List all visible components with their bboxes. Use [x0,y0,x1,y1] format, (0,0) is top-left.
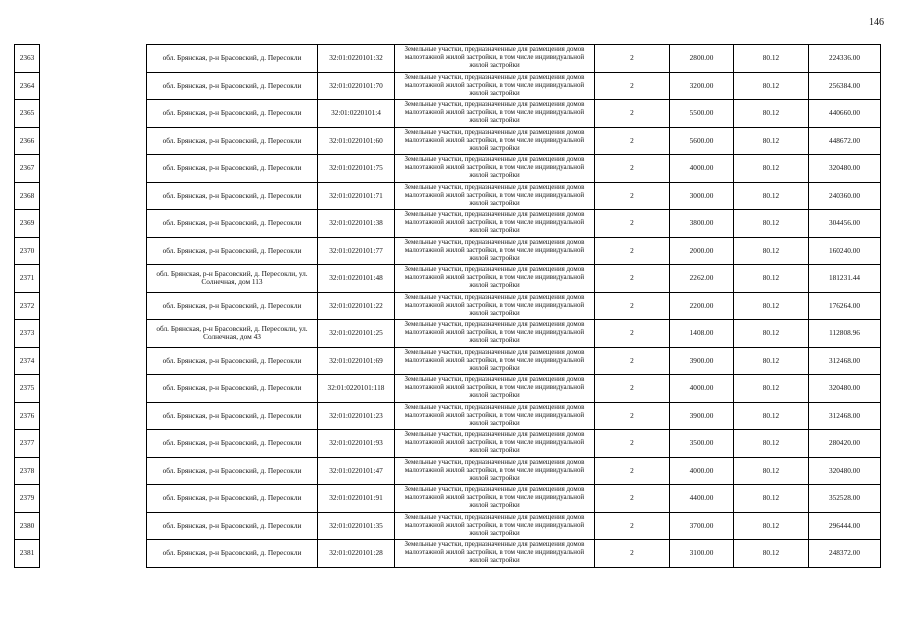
blank-cell [40,72,147,100]
blank-cell [40,375,147,403]
cadastral-value-cell: 296444.00 [809,512,881,540]
land-use-cell: Земельные участки, предназначенные для размещения домов малоэтажной жилой застройки, в том числе индивидуальной жилой застройки [395,45,595,73]
cadastral-value-cell: 256384.00 [809,72,881,100]
area-cell: 2262.00 [670,265,734,293]
address-cell: обл. Брянская, р-н Брасовский, д. Пересокли [147,237,318,265]
area-cell: 3500.00 [670,430,734,458]
unit-value-cell: 80.12 [734,237,809,265]
area-cell: 4000.00 [670,457,734,485]
blank-cell [40,182,147,210]
address-cell: обл. Брянская, р-н Брасовский, д. Пересокли [147,292,318,320]
row-number-cell: 2369 [15,210,40,238]
address-cell: обл. Брянская, р-н Брасовский, д. Пересокли [147,72,318,100]
row-number-cell: 2372 [15,292,40,320]
land-use-cell: Земельные участки, предназначенные для размещения домов малоэтажной жилой застройки, в том числе индивидуальной жилой застройки [395,347,595,375]
address-cell: обл. Брянская, р-н Брасовский, д. Пересокли [147,375,318,403]
cadastral-number-cell: 32:01:0220101:4 [318,100,395,128]
area-cell: 3900.00 [670,402,734,430]
table-row [15,402,881,430]
unit-value-cell: 80.12 [734,72,809,100]
land-use-cell: Земельные участки, предназначенные для размещения домов малоэтажной жилой застройки, в том числе индивидуальной жилой застройки [395,182,595,210]
category-cell: 2 [595,72,670,100]
category-cell: 2 [595,457,670,485]
unit-value-cell: 80.12 [734,182,809,210]
cadastral-value-cell: 304456.00 [809,210,881,238]
cadastral-number-cell: 32:01:0220101:60 [318,127,395,155]
blank-cell [40,155,147,183]
table-row [15,182,881,210]
cadastral-number-cell: 32:01:0220101:71 [318,182,395,210]
unit-value-cell: 80.12 [734,155,809,183]
cadastral-number-cell: 32:01:0220101:28 [318,540,395,568]
row-number-cell: 2371 [15,265,40,293]
area-cell: 3200.00 [670,72,734,100]
row-number-cell: 2375 [15,375,40,403]
cadastral-value-cell: 160240.00 [809,237,881,265]
row-number-cell: 2364 [15,72,40,100]
row-number-cell: 2376 [15,402,40,430]
cadastral-number-cell: 32:01:0220101:35 [318,512,395,540]
category-cell: 2 [595,485,670,513]
unit-value-cell: 80.12 [734,402,809,430]
row-number-cell: 2370 [15,237,40,265]
row-number-cell: 2378 [15,457,40,485]
address-cell: обл. Брянская, р-н Брасовский, д. Пересокли [147,182,318,210]
category-cell: 2 [595,402,670,430]
blank-cell [40,540,147,568]
category-cell: 2 [595,237,670,265]
cadastral-number-cell: 32:01:0220101:70 [318,72,395,100]
land-use-cell: Земельные участки, предназначенные для размещения домов малоэтажной жилой застройки, в том числе индивидуальной жилой застройки [395,237,595,265]
table-row [15,512,881,540]
cadastral-number-cell: 32:01:0220101:48 [318,265,395,293]
address-cell: обл. Брянская, р-н Брасовский, д. Пересокли [147,430,318,458]
blank-cell [40,45,147,73]
blank-cell [40,347,147,375]
cadastral-value-cell: 112808.96 [809,320,881,348]
cadastral-number-cell: 32:01:0220101:47 [318,457,395,485]
address-cell: обл. Брянская, р-н Брасовский, д. Пересокли [147,127,318,155]
table-row [15,237,881,265]
table-row [15,485,881,513]
area-cell: 1408.00 [670,320,734,348]
area-cell: 2000.00 [670,237,734,265]
blank-cell [40,512,147,540]
land-use-cell: Земельные участки, предназначенные для размещения домов малоэтажной жилой застройки, в том числе индивидуальной жилой застройки [395,265,595,293]
row-number-cell: 2381 [15,540,40,568]
table-row [15,210,881,238]
unit-value-cell: 80.12 [734,512,809,540]
area-cell: 2800.00 [670,45,734,73]
category-cell: 2 [595,512,670,540]
table-row [15,540,881,568]
land-use-cell: Земельные участки, предназначенные для размещения домов малоэтажной жилой застройки, в том числе индивидуальной жилой застройки [395,320,595,348]
area-cell: 4000.00 [670,155,734,183]
land-plot-table [14,44,881,568]
land-use-cell: Земельные участки, предназначенные для размещения домов малоэтажной жилой застройки, в том числе индивидуальной жилой застройки [395,210,595,238]
category-cell: 2 [595,347,670,375]
land-use-cell: Земельные участки, предназначенные для размещения домов малоэтажной жилой застройки, в том числе индивидуальной жилой застройки [395,512,595,540]
table-row [15,347,881,375]
category-cell: 2 [595,127,670,155]
table-row [15,430,881,458]
category-cell: 2 [595,540,670,568]
land-use-cell: Земельные участки, предназначенные для размещения домов малоэтажной жилой застройки, в том числе индивидуальной жилой застройки [395,402,595,430]
cadastral-value-cell: 320480.00 [809,155,881,183]
unit-value-cell: 80.12 [734,430,809,458]
area-cell: 4000.00 [670,375,734,403]
row-number-cell: 2366 [15,127,40,155]
unit-value-cell: 80.12 [734,485,809,513]
cadastral-value-cell: 312468.00 [809,347,881,375]
address-cell: обл. Брянская, р-н Брасовский, д. Пересокли, ул. Солнечная, дом 43 [147,320,318,348]
blank-cell [40,292,147,320]
cadastral-number-cell: 32:01:0220101:22 [318,292,395,320]
area-cell: 5600.00 [670,127,734,155]
blank-cell [40,210,147,238]
address-cell: обл. Брянская, р-н Брасовский, д. Пересокли [147,347,318,375]
blank-cell [40,127,147,155]
unit-value-cell: 80.12 [734,540,809,568]
address-cell: обл. Брянская, р-н Брасовский, д. Пересокли, ул. Солнечная, дом 113 [147,265,318,293]
land-use-cell: Земельные участки, предназначенные для размещения домов малоэтажной жилой застройки, в том числе индивидуальной жилой застройки [395,127,595,155]
area-cell: 3000.00 [670,182,734,210]
category-cell: 2 [595,155,670,183]
area-cell: 5500.00 [670,100,734,128]
cadastral-value-cell: 176264.00 [809,292,881,320]
category-cell: 2 [595,210,670,238]
address-cell: обл. Брянская, р-н Брасовский, д. Пересокли [147,457,318,485]
blank-cell [40,320,147,348]
category-cell: 2 [595,375,670,403]
table-row [15,265,881,293]
row-number-cell: 2365 [15,100,40,128]
unit-value-cell: 80.12 [734,457,809,485]
unit-value-cell: 80.12 [734,45,809,73]
category-cell: 2 [595,265,670,293]
table-row [15,375,881,403]
cadastral-number-cell: 32:01:0220101:75 [318,155,395,183]
row-number-cell: 2363 [15,45,40,73]
land-use-cell: Земельные участки, предназначенные для размещения домов малоэтажной жилой застройки, в том числе индивидуальной жилой застройки [395,375,595,403]
table-row [15,100,881,128]
area-cell: 3700.00 [670,512,734,540]
address-cell: обл. Брянская, р-н Брасовский, д. Пересокли [147,540,318,568]
blank-cell [40,100,147,128]
blank-cell [40,265,147,293]
unit-value-cell: 80.12 [734,292,809,320]
row-number-cell: 2367 [15,155,40,183]
unit-value-cell: 80.12 [734,375,809,403]
table-row [15,127,881,155]
unit-value-cell: 80.12 [734,127,809,155]
land-use-cell: Земельные участки, предназначенные для размещения домов малоэтажной жилой застройки, в том числе индивидуальной жилой застройки [395,100,595,128]
cadastral-number-cell: 32:01:0220101:25 [318,320,395,348]
cadastral-value-cell: 240360.00 [809,182,881,210]
category-cell: 2 [595,100,670,128]
area-cell: 4400.00 [670,485,734,513]
cadastral-value-cell: 280420.00 [809,430,881,458]
cadastral-value-cell: 312468.00 [809,402,881,430]
table-row [15,45,881,73]
land-use-cell: Земельные участки, предназначенные для размещения домов малоэтажной жилой застройки, в том числе индивидуальной жилой застройки [395,292,595,320]
cadastral-value-cell: 320480.00 [809,375,881,403]
row-number-cell: 2368 [15,182,40,210]
page-number: 146 [869,17,884,28]
row-number-cell: 2380 [15,512,40,540]
row-number-cell: 2373 [15,320,40,348]
category-cell: 2 [595,292,670,320]
cadastral-number-cell: 32:01:0220101:93 [318,430,395,458]
unit-value-cell: 80.12 [734,347,809,375]
cadastral-number-cell: 32:01:0220101:38 [318,210,395,238]
land-use-cell: Земельные участки, предназначенные для размещения домов малоэтажной жилой застройки, в том числе индивидуальной жилой застройки [395,540,595,568]
table-row [15,457,881,485]
category-cell: 2 [595,320,670,348]
area-cell: 2200.00 [670,292,734,320]
blank-cell [40,457,147,485]
blank-cell [40,485,147,513]
address-cell: обл. Брянская, р-н Брасовский, д. Пересокли [147,485,318,513]
blank-cell [40,237,147,265]
cadastral-value-cell: 181231.44 [809,265,881,293]
cadastral-number-cell: 32:01:0220101:91 [318,485,395,513]
unit-value-cell: 80.12 [734,210,809,238]
cadastral-number-cell: 32:01:0220101:69 [318,347,395,375]
cadastral-value-cell: 448672.00 [809,127,881,155]
cadastral-number-cell: 32:01:0220101:118 [318,375,395,403]
land-use-cell: Земельные участки, предназначенные для размещения домов малоэтажной жилой застройки, в том числе индивидуальной жилой застройки [395,72,595,100]
unit-value-cell: 80.12 [734,320,809,348]
row-number-cell: 2377 [15,430,40,458]
table-row [15,155,881,183]
row-number-cell: 2374 [15,347,40,375]
area-cell: 3800.00 [670,210,734,238]
cadastral-value-cell: 248372.00 [809,540,881,568]
blank-cell [40,402,147,430]
category-cell: 2 [595,430,670,458]
land-use-cell: Земельные участки, предназначенные для размещения домов малоэтажной жилой застройки, в том числе индивидуальной жилой застройки [395,485,595,513]
table-row [15,320,881,348]
area-cell: 3100.00 [670,540,734,568]
cadastral-value-cell: 320480.00 [809,457,881,485]
cadastral-number-cell: 32:01:0220101:23 [318,402,395,430]
land-use-cell: Земельные участки, предназначенные для размещения домов малоэтажной жилой застройки, в том числе индивидуальной жилой застройки [395,430,595,458]
address-cell: обл. Брянская, р-н Брасовский, д. Пересокли [147,100,318,128]
address-cell: обл. Брянская, р-н Брасовский, д. Пересокли [147,45,318,73]
cadastral-value-cell: 224336.00 [809,45,881,73]
table-row [15,292,881,320]
cadastral-value-cell: 440660.00 [809,100,881,128]
row-number-cell: 2379 [15,485,40,513]
address-cell: обл. Брянская, р-н Брасовский, д. Пересокли [147,210,318,238]
unit-value-cell: 80.12 [734,100,809,128]
unit-value-cell: 80.12 [734,265,809,293]
address-cell: обл. Брянская, р-н Брасовский, д. Пересокли [147,155,318,183]
cadastral-number-cell: 32:01:0220101:77 [318,237,395,265]
area-cell: 3900.00 [670,347,734,375]
table-row [15,72,881,100]
land-use-cell: Земельные участки, предназначенные для размещения домов малоэтажной жилой застройки, в том числе индивидуальной жилой застройки [395,155,595,183]
land-use-cell: Земельные участки, предназначенные для размещения домов малоэтажной жилой застройки, в том числе индивидуальной жилой застройки [395,457,595,485]
category-cell: 2 [595,182,670,210]
address-cell: обл. Брянская, р-н Брасовский, д. Пересокли [147,402,318,430]
cadastral-number-cell: 32:01:0220101:32 [318,45,395,73]
cadastral-value-cell: 352528.00 [809,485,881,513]
blank-cell [40,430,147,458]
category-cell: 2 [595,45,670,73]
address-cell: обл. Брянская, р-н Брасовский, д. Пересокли [147,512,318,540]
